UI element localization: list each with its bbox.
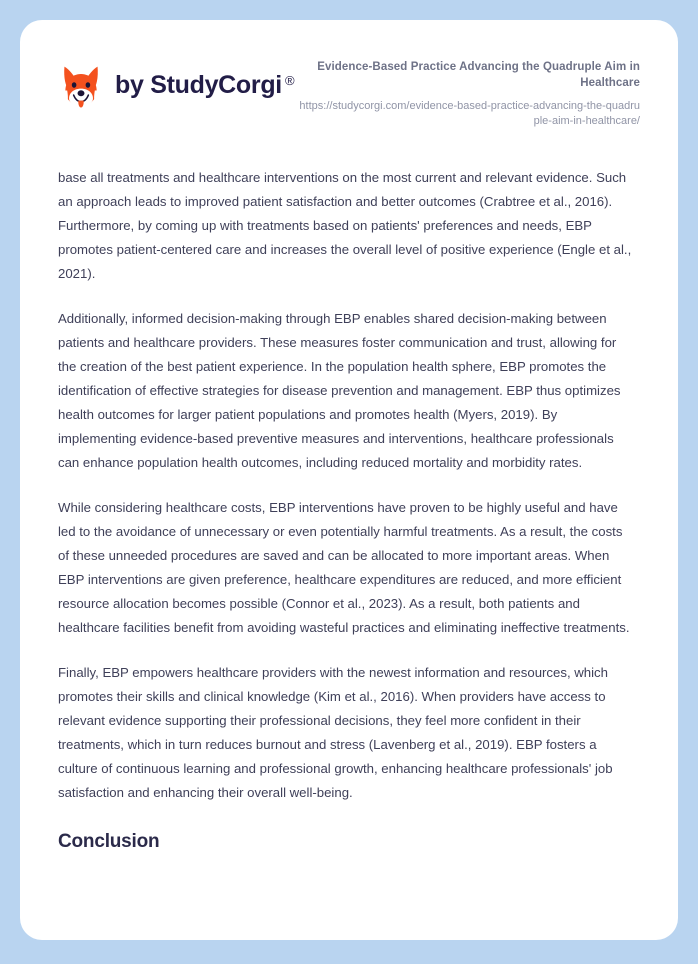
document-source-url: https://studycorgi.com/evidence-based-practice-advancing-the-quadruple-aim-in-healthcare/ [299, 99, 640, 128]
section-heading-conclusion: Conclusion [58, 831, 160, 853]
body-paragraph: While considering healthcare costs, EBP interventions have proven to be highly useful and have led to the avoidance of unnecessary or even potentially harmful treatments. As a result, the costs of these unneeded procedures are saved and can be allocated to more important areas. When EBP interventions are given preference, healthcare expenditures are reduced, and more efficient resource allocation becomes possible (Connor et al., 2023). As a result, both patients and healthcare facilities benefit from avoiding wasteful practices and eliminating ineffective treatments. [58, 500, 630, 636]
document-header [20, 20, 678, 130]
registered-trademark-icon: ® [284, 72, 295, 88]
body-paragraph: Additionally, informed decision-making through EBP enables shared decision-making between patients and healthcare providers. These measures foster communication and trust, allowing for the creation of the best patient experience. In the population health sphere, EBP promotes the identification of effective strategies for disease prevention and management. EBP thus optimizes health outcomes for larger patient populations and promotes health (Myers, 2019). By implementing evidence-based preventive measures and interventions, healthcare professionals can enhance population health outcomes, including reduced mortality and morbidity rates. [58, 311, 621, 471]
body-paragraph: base all treatments and healthcare interventions on the most current and relevant evidence. Such an approach leads to improved patient satisfaction and better outcomes (Crabtree et al., 2016). Furthermore, by coming up with treatments based on patients' preferences and needs, EBP promotes patient-centered care and increases the overall level of positive experience (Engle et al., 2021). [58, 169, 632, 281]
brand-wordmark [115, 70, 295, 99]
document-meta [294, 58, 640, 130]
corgi-face-icon [58, 62, 104, 108]
document-page-card [20, 20, 678, 940]
brand-name-text: by StudyCorgi [115, 70, 282, 99]
body-paragraph: Finally, EBP empowers healthcare providers with the newest information and resources, which promotes their skills and clinical knowledge (Kim et al., 2016). When providers have access to relevant evidence supporting their professional decisions, they feel more confident in their treatments, which in turn reduces burnout and stress (Lavenberg et al., 2019). EBP fosters a culture of continuous learning and professional growth, enhancing healthcare professionals' job satisfaction and enhancing their overall well-being. [58, 665, 613, 801]
brand-lockup [58, 58, 294, 108]
document-body [20, 130, 678, 853]
document-title: Evidence-Based Practice Advancing the Quadruple Aim in Healthcare [317, 61, 640, 89]
